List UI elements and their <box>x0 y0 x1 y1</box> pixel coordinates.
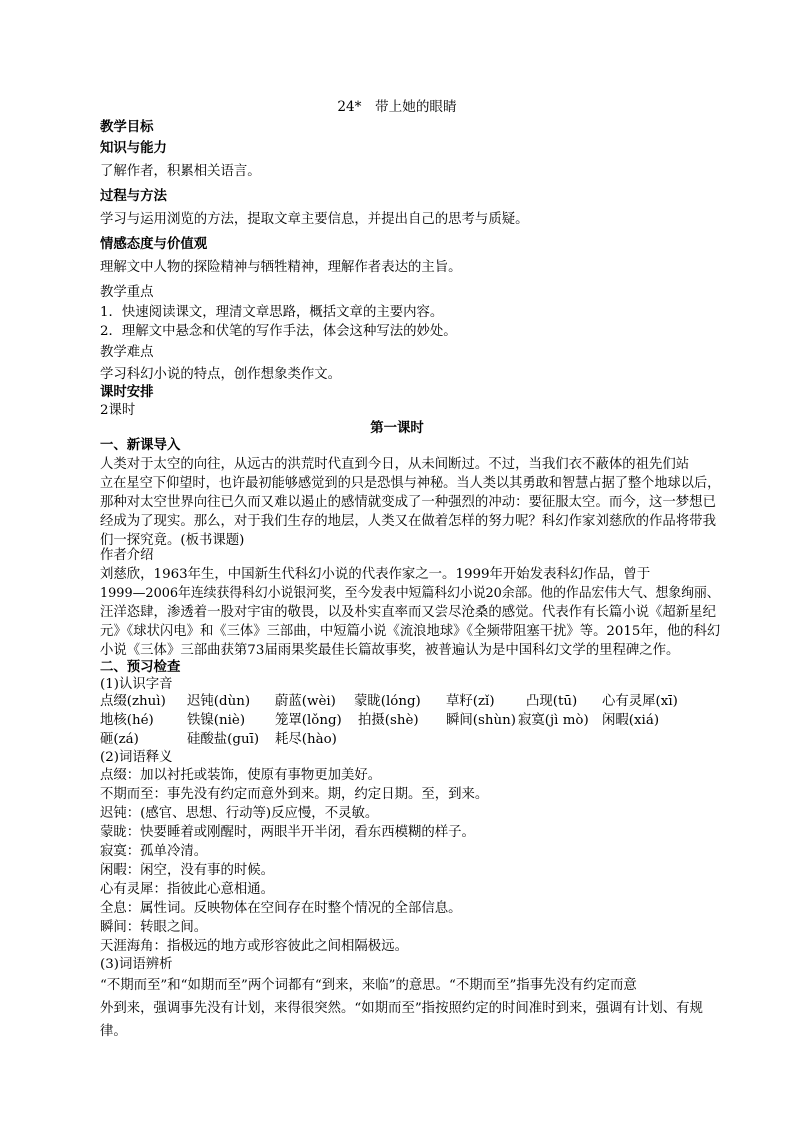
pron-word: 耗尽(hào) <box>275 732 337 747</box>
schedule-heading: 课时安排 <box>100 384 154 400</box>
pron-word: 砸(zá) <box>100 732 139 747</box>
pron-word: 瞬间(shùn) <box>446 713 516 728</box>
intro-line: 经成为了现实。那么，对于我们生存的地层，人类又在做着怎样的努力呢？科幻作家刘慈欣的作品将带我 <box>100 514 716 529</box>
emotion-heading: 情感态度与价值观 <box>100 236 208 252</box>
author-line: 1999—2006年连续获得科幻小说银河奖，至今发表中短篇科幻小说20余部。他的作品宏伟大气、想象绚丽、 <box>100 586 720 601</box>
vocab-line: 点缀：加以衬托或装饰，使原有事物更加美好。 <box>100 768 382 783</box>
lesson-heading: 第一课时 <box>370 420 424 436</box>
preview-heading: 二、预习检查 <box>100 659 181 675</box>
intro-line: 立在星空下仰望时，也许最初能够感觉到的只是恐惧与神秘。当人类以其勇敢和智慧占据了整个地球以后， <box>100 476 721 491</box>
pron-word: 闲暇(xiá) <box>602 713 660 728</box>
pron-word: 硅酸盐(guī) <box>187 732 260 747</box>
distinguish-heading: (3)词语辨析 <box>100 957 173 972</box>
pron-word: 地核(hé) <box>100 713 154 728</box>
pron-heading: (1)认识字音 <box>100 677 173 692</box>
pron-word: 点缀(zhuì) <box>100 694 166 709</box>
distinguish-line: “不期而至”和“如期而至”两个词都有“到来，来临”的意思。“不期而至”指事先没有约定而意 <box>100 978 637 993</box>
pron-word: 蒙眬(lóng) <box>354 694 421 709</box>
distinguish-line: 外到来，强调事先没有计划，来得很突然。“如期而至”指按照约定的时间准时到来，强调有计划、有规 <box>100 1001 703 1016</box>
pron-word: 心有灵犀(xī) <box>602 694 678 709</box>
difficulty-text: 学习科幻小说的特点，创作想象类作文。 <box>100 367 342 382</box>
vocab-line: 迟钝：(感官、思想、行动等)反应慢，不灵敏。 <box>100 806 379 821</box>
vocab-heading: (2)词语释义 <box>100 750 173 765</box>
vocab-line: 天涯海角：指极远的地方或形容彼此之间相隔极远。 <box>100 939 408 954</box>
vocab-line: 闲暇：闲空，没有事的时候。 <box>100 863 275 878</box>
pron-word: 迟钝(dùn) <box>187 694 251 709</box>
pron-word: 笼罩(lǒng) <box>275 713 342 728</box>
page-title: 24* 带上她的眼睛 <box>337 99 457 115</box>
vocab-line: 瞬间：转眼之间。 <box>100 920 208 935</box>
key-point-item: 2．理解文中悬念和伏笔的写作手法，体会这种写法的妙处。 <box>100 324 457 339</box>
vocab-line: 蒙眬：快要睡着或刚醒时，两眼半开半闭，看东西模糊的样子。 <box>100 825 475 840</box>
vocab-line: 全息：属性词。反映物体在空间存在时整个情况的全部信息。 <box>100 901 462 916</box>
intro-line: 人类对于太空的向往，从远古的洪荒时代直到今日，从未间断过。不过，当我们衣不蔽体的祖先们站 <box>100 457 690 472</box>
objectives-heading: 教学目标 <box>100 119 154 135</box>
pron-word: 凸现(tū) <box>526 694 578 709</box>
author-line: 汪洋恣肆，渗透着一股对宇宙的敬畏，以及朴实直率而又尝尽沧桑的感觉。代表作有长篇小说《超新星纪 <box>100 605 716 620</box>
emotion-text: 理解文中人物的探险精神与牺牲精神，理解作者表达的主旨。 <box>100 260 462 275</box>
knowledge-heading: 知识与能力 <box>100 140 167 156</box>
pron-word: 寂寞(jì mò) <box>518 713 589 728</box>
pron-word: 草籽(zǐ) <box>446 694 495 709</box>
vocab-line: 寂寞：孤单冷清。 <box>100 844 208 859</box>
author-line: 元》《球状闪电》和《三体》三部曲，中短篇小说《流浪地球》《全频带阻塞干扰》等。2015年，他的科幻 <box>100 624 721 639</box>
intro-line: 那种对太空世界向往已久而又难以遏止的感情就变成了一种强烈的冲动：要征服太空。而今，这一梦想已 <box>100 495 716 510</box>
schedule-text: 2课时 <box>100 403 136 418</box>
pron-word: 铁镍(niè) <box>187 713 246 728</box>
author-heading: 作者介绍 <box>100 548 154 563</box>
key-point-item: 1．快速阅读课文，理清文章思路，概括文章的主要内容。 <box>100 305 444 320</box>
process-heading: 过程与方法 <box>100 188 167 204</box>
vocab-line: 心有灵犀：指彼此心意相通。 <box>100 882 275 897</box>
author-line: 刘慈欣，1963年生，中国新生代科幻小说的代表作家之一。1999年开始发表科幻作品，曾于 <box>100 567 651 582</box>
knowledge-text: 了解作者，积累相关语言。 <box>100 164 261 179</box>
intro-heading: 一、新课导入 <box>100 437 181 453</box>
author-line: 小说《三体》三部曲获第73届雨果奖最佳长篇故事奖，被普遍认为是中国科幻文学的里程碑之作。 <box>100 643 680 658</box>
pron-word: 拍摄(shè) <box>358 713 419 728</box>
vocab-line: 不期而至：事先没有约定而意外到来。期，约定日期。至，到来。 <box>100 787 489 802</box>
distinguish-line: 律。 <box>100 1024 127 1039</box>
pron-word: 蔚蓝(wèi) <box>275 694 336 709</box>
intro-line: 们一探究竟。(板书课题) <box>100 533 245 548</box>
difficulty-heading: 教学难点 <box>100 345 154 360</box>
process-text: 学习与运用浏览的方法，提取文章主要信息，并提出自己的思考与质疑。 <box>100 212 529 227</box>
key-points-heading: 教学重点 <box>100 285 154 300</box>
